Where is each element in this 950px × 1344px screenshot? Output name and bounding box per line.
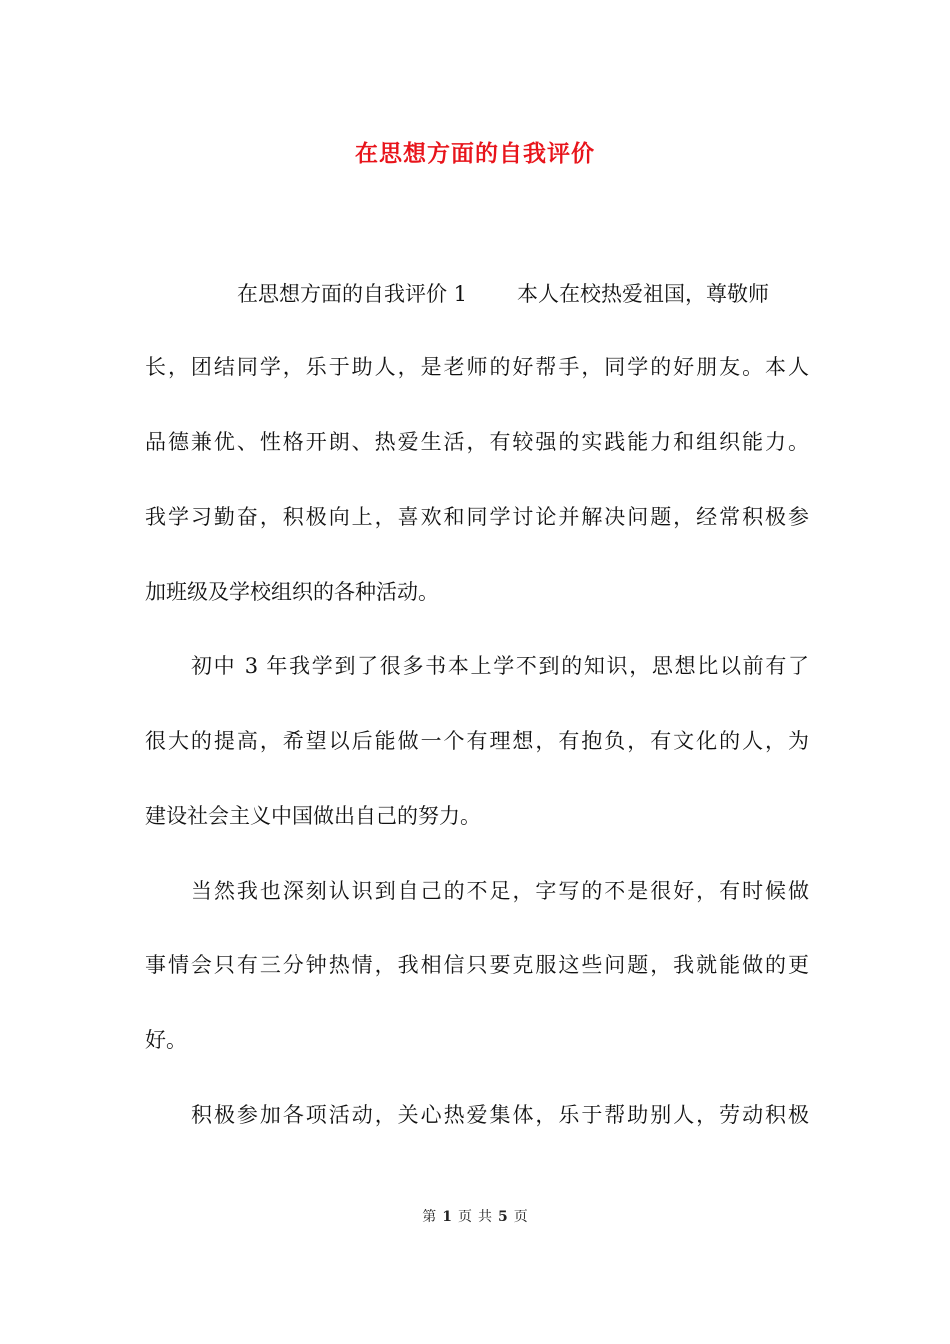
footer-total-word: 共 — [478, 1209, 492, 1225]
document-title: 在思想方面的自我评价 — [355, 141, 595, 167]
paragraph-line: 加班级及学校组织的各种活动。 — [145, 580, 439, 604]
paragraph-text: 本人在校热爱祖国，尊敬师 — [517, 282, 770, 306]
paragraph-line: 好。 — [145, 1028, 187, 1052]
footer-page-word: 页 — [458, 1209, 472, 1225]
footer-total-pages: 5 — [498, 1209, 508, 1225]
page-footer — [0, 1206, 950, 1228]
paragraph-line: 长，团结同学，乐于助人，是老师的好帮手，同学的好朋友。本人 — [145, 355, 809, 379]
section-heading: 在思想方面的自我评价 1 — [237, 282, 468, 306]
footer-page-number: 1 — [442, 1209, 452, 1225]
paragraph-line — [145, 274, 809, 314]
footer-suffix: 页 — [513, 1209, 528, 1225]
paragraph-line: 建设社会主义中国做出自己的努力。 — [145, 804, 481, 828]
paragraph-line: 初中 3 年我学到了很多书本上学不到的知识，思想比以前有了 — [191, 654, 809, 678]
footer-prefix: 第 — [422, 1209, 437, 1225]
paragraph-line: 品德兼优、性格开朗、热爱生活，有较强的实践能力和组织能力。 — [145, 430, 809, 454]
paragraph-line: 我学习勤奋，积极向上，喜欢和同学讨论并解决问题，经常积极参 — [145, 505, 809, 529]
paragraph-line: 积极参加各项活动，关心热爱集体，乐于帮助别人，劳动积极 — [191, 1103, 809, 1127]
paragraph-line: 当然我也深刻认识到自己的不足，字写的不是很好，有时候做 — [191, 879, 809, 903]
paragraph-line: 很大的提高，希望以后能做一个有理想，有抱负，有文化的人，为 — [145, 729, 809, 753]
paragraph-line: 事情会只有三分钟热情，我相信只要克服这些问题，我就能做的更 — [145, 953, 809, 977]
